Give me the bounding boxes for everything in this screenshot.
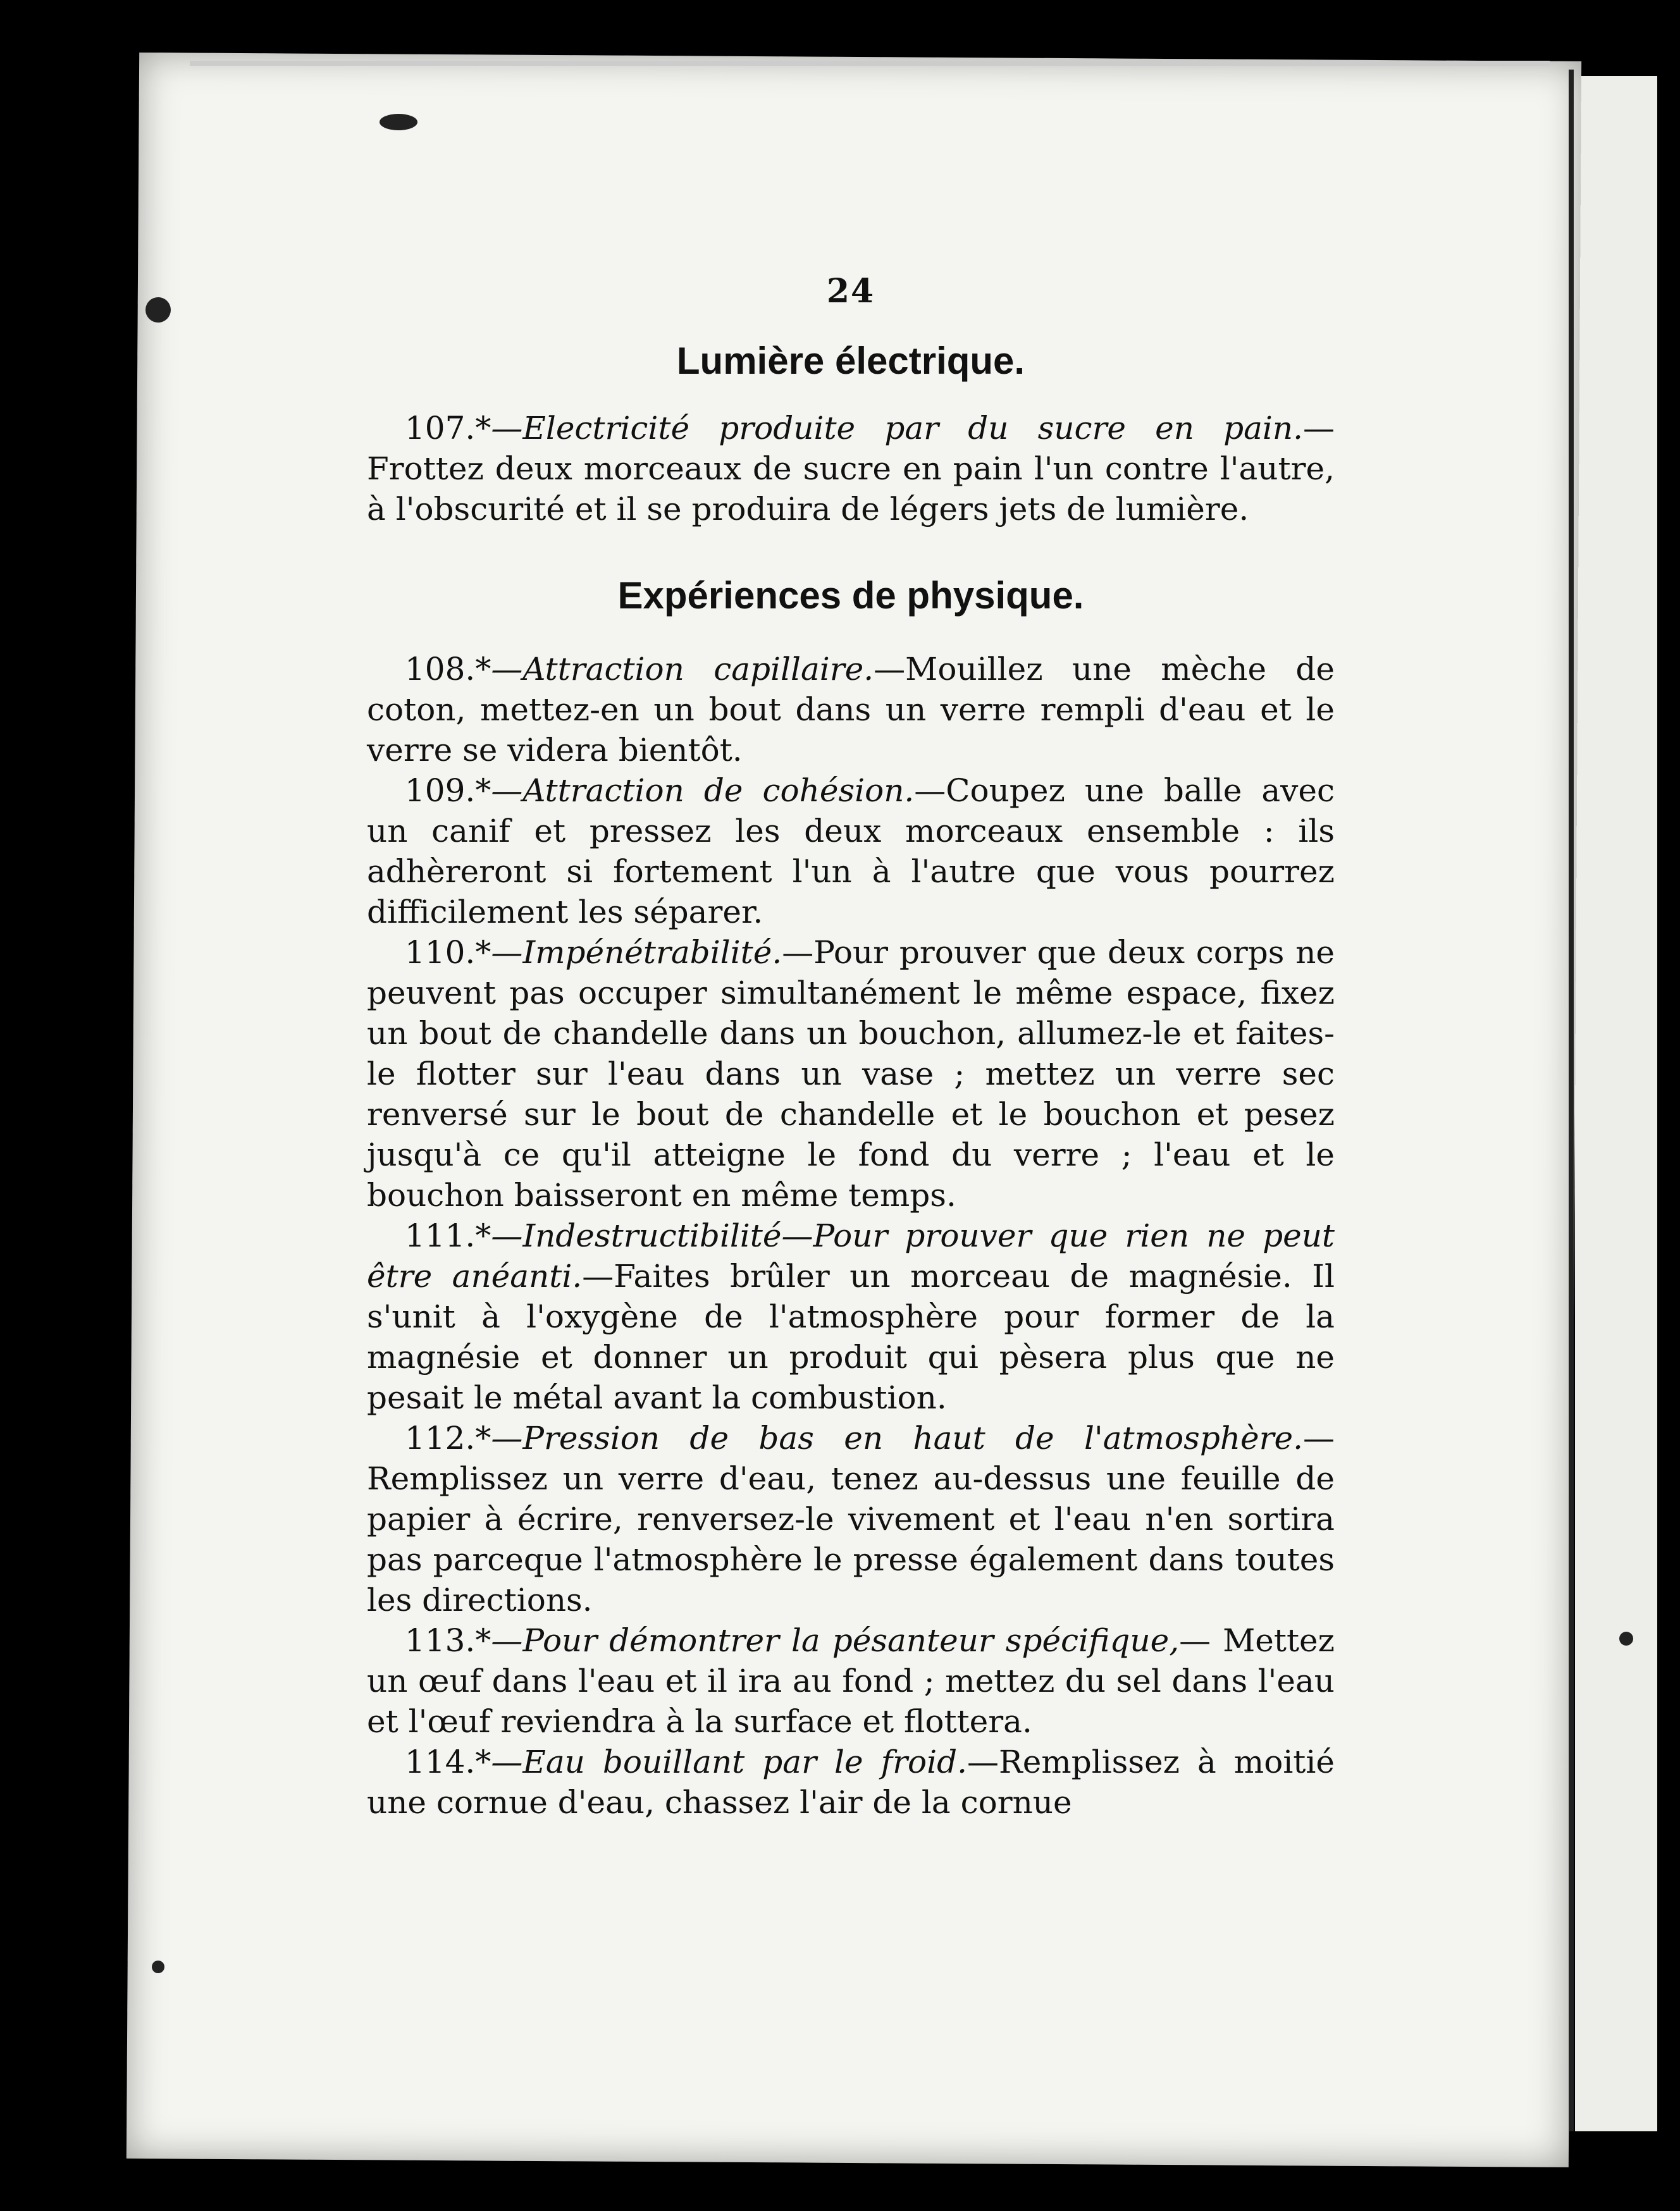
entry-114	[367, 1742, 1335, 1823]
page-number: 24	[826, 272, 875, 311]
entry-108	[367, 649, 1335, 770]
entry-number: 109.*	[405, 772, 491, 809]
entry-number: 111.*	[405, 1217, 491, 1254]
section-heading: Expériences de physique.	[617, 574, 1084, 617]
entry-107	[367, 408, 1335, 529]
ink-blot	[152, 1961, 164, 1973]
entry-body: — Frottez deux morceaux de sucre en pain l'un contre l'autre, à l'obscurité et il se produira de légers jets de lumière.	[367, 410, 1335, 527]
entry-title: —Indestructibilité—Pour prouver que rien ne peut être anéanti.	[367, 1217, 1335, 1295]
entry-body: — Remplissez un verre d'eau, tenez au-dessus une feuille de papier à écrire, renversez-le vivement et l'eau n'en sortira pas parceque l'atmosphère le presse également dans toutes les directions.	[367, 1420, 1335, 1618]
page-top-edge	[190, 61, 1550, 66]
ink-blot	[380, 114, 417, 130]
entry-title: —Attraction capillaire.	[491, 651, 874, 687]
entry-title: —Impénétrabilité.	[491, 934, 782, 971]
entry-110	[367, 932, 1335, 1216]
section-physique	[367, 574, 1335, 1823]
entry-body: — Mettez un œuf dans l'eau et il ira au fond ; mettez du sel dans l'eau et l'œuf reviendra à la surface et flottera.	[367, 1622, 1335, 1740]
facing-page-strip	[1575, 76, 1657, 2131]
entry-number: 110.*	[405, 934, 491, 971]
entry-number: 113.*	[405, 1622, 491, 1659]
entry-number: 112.*	[405, 1420, 491, 1457]
entry-body: —Faites brûler un morceau de magnésie. Il s'unit à l'oxygène de l'atmosphère pour former de la magnésie et donner un produit qui pèsera plus que ne pesait le métal avant la combustion.	[367, 1258, 1335, 1416]
entry-111	[367, 1216, 1335, 1418]
entry-title: —Pour démontrer la pésanteur spécifique,	[491, 1622, 1180, 1659]
entry-113	[367, 1620, 1335, 1742]
ink-blot	[1619, 1632, 1633, 1646]
ink-blot	[145, 297, 171, 323]
entry-title: —Eau bouillant par le froid.	[491, 1744, 968, 1780]
entry-109	[367, 770, 1335, 932]
entry-title: —Electricité produite par du sucre en pain.	[491, 410, 1303, 447]
entry-112	[367, 1418, 1335, 1620]
entry-number: 114.*	[405, 1744, 491, 1780]
entry-title: —Attraction de cohésion.	[491, 772, 915, 809]
entry-number: 108.*	[405, 651, 491, 687]
entry-title: —Pression de bas en haut de l'atmosphère.	[491, 1420, 1303, 1457]
page-content	[367, 272, 1335, 1823]
entry-body: —Coupez une balle avec un canif et pressez les deux morceaux ensemble : ils adhèreront si fortement l'un à l'autre que vous pourrez difficilement les séparer.	[367, 772, 1335, 930]
entry-body: —Pour prouver que deux corps ne peuvent pas occuper simultanément le même espace, fixez un bout de chandelle dans un bouchon, allumez-le et faites-le flotter sur l'eau dans un vase ; mettez un verre sec renversé sur le bout de chandelle et le bouchon et pesez jusqu'à ce qu'il atteigne le fond du verre ; l'eau et le bouchon baisseront en même temps.	[367, 934, 1335, 1214]
section-heading: Lumière électrique.	[676, 340, 1025, 382]
entry-body: —Remplissez à moitié une cornue d'eau, chassez l'air de la cornue	[367, 1744, 1335, 1821]
entry-body: —Mouillez une mèche de coton, mettez-en un bout dans un verre rempli d'eau et le verre se videra bientôt.	[367, 651, 1335, 768]
entry-number: 107.*	[405, 410, 491, 447]
section-lumiere	[367, 339, 1335, 529]
page-right-edge	[1569, 70, 1574, 2131]
